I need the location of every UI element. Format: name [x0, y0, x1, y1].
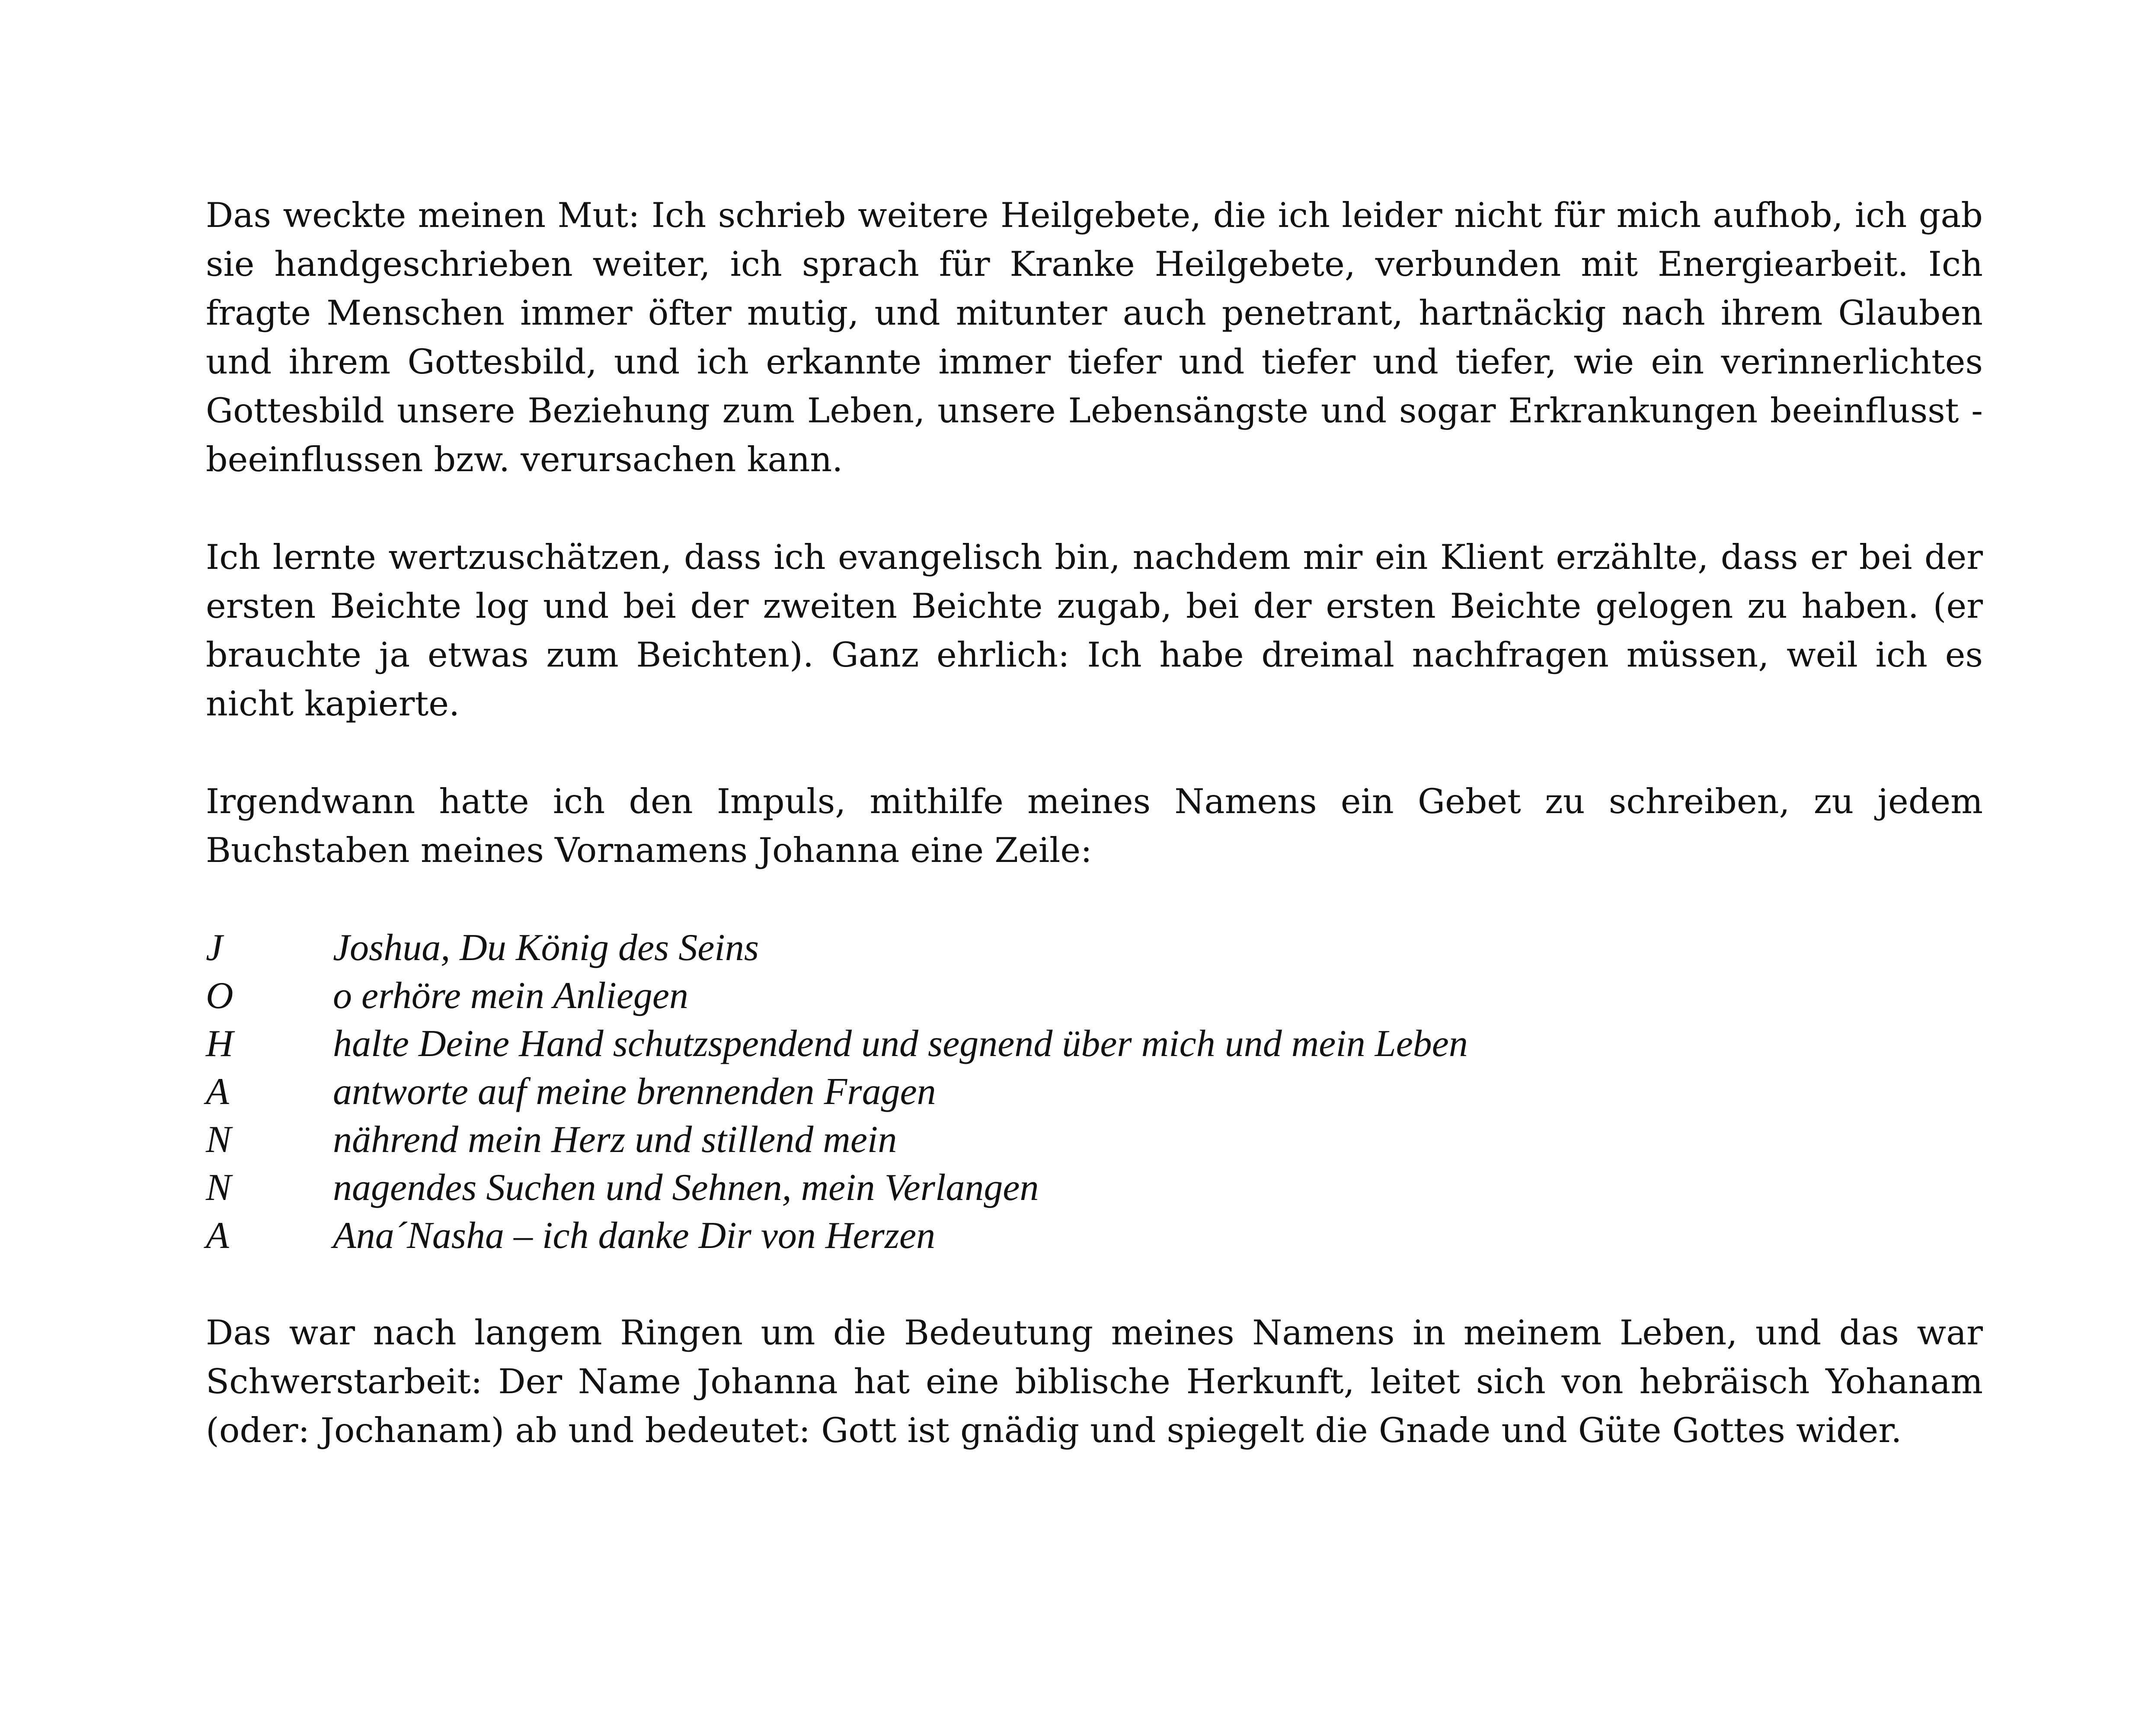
poem-initial-letter: A: [206, 1215, 229, 1257]
paragraph-spacer: [206, 484, 1983, 533]
paragraph-name-prayer-intro: Irgendwann hatte ich den Impuls, mithilfe meines Namens ein Gebet zu schreiben, zu jedem Buchstaben meines Vornamens Johanna eine Zeile:: [206, 782, 1983, 870]
poem-row: [206, 1068, 1983, 1116]
poem-line-text: antworte auf meine brennenden Fragen: [333, 1071, 936, 1113]
poem-row: [206, 972, 1983, 1020]
poem-line-text: halte Deine Hand schutzspendend und segnend über mich und mein Leben: [333, 1023, 1468, 1065]
poem-line-text: nagendes Suchen und Sehnen, mein Verlangen: [333, 1167, 1039, 1209]
poem-initial-letter: N: [206, 1167, 231, 1209]
poem-initial-letter: O: [206, 975, 233, 1017]
paragraph-spacer: [206, 875, 1983, 924]
document-body: [206, 191, 1983, 1455]
poem-row: [206, 1212, 1983, 1260]
paragraph-confession: Ich lernte wertzuschätzen, dass ich evangelisch bin, nachdem mir ein Klient erzählte, dass er bei der ersten Beichte log und bei der zweiten Beichte zugab, bei der ersten Beichte gelogen zu haben. (er brauchte ja etwas zum Beichten). Ganz ehrlich: Ich habe dreimal nachfragen müssen, weil ich es nicht kapierte.: [206, 537, 1983, 724]
paragraph-spacer: [206, 728, 1983, 777]
poem-initial-letter: N: [206, 1119, 231, 1161]
paragraph-name-meaning: Das war nach langem Ringen um die Bedeutung meines Namens in meinem Leben, und das war Schwerstarbeit: Der Name Johanna hat eine biblische Herkunft, leitet sich von hebräisch Yohanam (oder: Jochanam) ab und bedeutet: Gott ist gnädig und spiegelt die Gnade und Güte Gottes wider.: [206, 1313, 1983, 1450]
acrostic-poem: [206, 924, 1983, 1260]
poem-row: [206, 924, 1983, 972]
paragraph-healing-prayers: Das weckte meinen Mut: Ich schrieb weitere Heilgebete, die ich leider nicht für mich aufhob, ich gab sie handgeschrieben weiter, ich sprach für Kranke Heilgebete, verbunden mit Energiearbeit. Ich fragte Menschen immer öfter mutig, und mitunter auch penetrant, hartnäckig nach ihrem Glauben und ihrem Gottesbild, und ich erkannte immer tiefer und tiefer und tiefer, wie ein verinnerlichtes Gottesbild unsere Beziehung zum Leben, unsere Lebensängste und sogar Erkrankungen beeinflusst - beeinflussen bzw. verursachen kann.: [206, 195, 1983, 479]
poem-initial-letter: J: [206, 927, 223, 969]
poem-line-text: o erhöre mein Anliegen: [333, 975, 688, 1017]
poem-row: [206, 1116, 1983, 1164]
poem-line-text: Joshua, Du König des Seins: [333, 927, 759, 969]
paragraph-spacer: [206, 1260, 1983, 1308]
poem-row: [206, 1164, 1983, 1212]
poem-initial-letter: A: [206, 1071, 229, 1113]
poem-line-text: Ana´Nasha – ich danke Dir von Herzen: [333, 1215, 936, 1257]
poem-line-text: nährend mein Herz und stillend mein: [333, 1119, 897, 1161]
poem-initial-letter: H: [206, 1023, 233, 1065]
poem-row: [206, 1020, 1983, 1068]
